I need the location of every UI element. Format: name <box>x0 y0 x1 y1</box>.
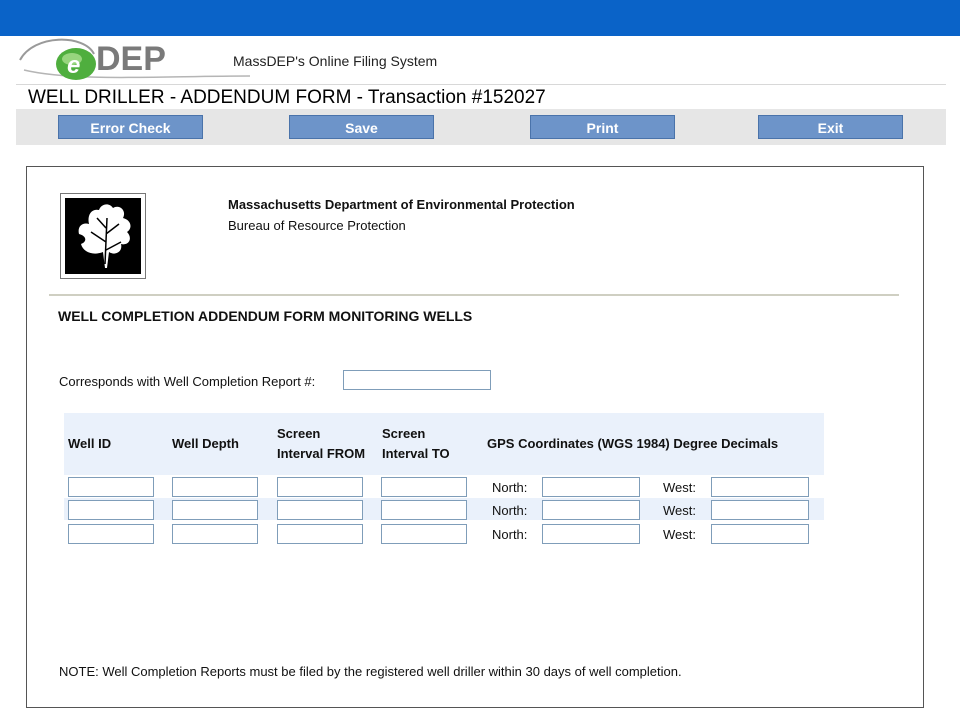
west-input[interactable] <box>711 477 809 497</box>
well-id-input[interactable] <box>68 477 154 497</box>
print-button[interactable]: Print <box>530 115 675 139</box>
well-id-input[interactable] <box>68 524 154 544</box>
filing-note: NOTE: Well Completion Reports must be filed by the registered well driller within 30 days of well completion. <box>59 664 682 679</box>
col-gps: GPS Coordinates (WGS 1984) Degree Decimals <box>487 436 779 451</box>
west-label: West: <box>663 480 696 495</box>
screen-from-input[interactable] <box>277 524 363 544</box>
screen-from-input[interactable] <box>277 500 363 520</box>
north-label: North: <box>492 503 528 518</box>
top-blue-bar <box>0 0 960 36</box>
well-id-input[interactable] <box>68 500 154 520</box>
screen-from-input[interactable] <box>277 477 363 497</box>
page-title: WELL DRILLER - ADDENDUM FORM - Transaction #152027 <box>28 87 546 108</box>
north-label: North: <box>492 527 528 542</box>
screen-to-input[interactable] <box>381 477 467 497</box>
error-check-button[interactable]: Error Check <box>58 115 203 139</box>
north-label: North: <box>492 480 528 495</box>
screen-to-input[interactable] <box>381 500 467 520</box>
well-depth-input[interactable] <box>172 500 258 520</box>
well-grid-header <box>64 413 824 475</box>
header-divider <box>16 84 946 85</box>
north-input[interactable] <box>542 500 640 520</box>
svg-text:e: e <box>67 52 81 79</box>
well-depth-input[interactable] <box>172 477 258 497</box>
corresponds-label: Corresponds with Well Completion Report #: <box>59 374 316 389</box>
col-screen-to-line2: Interval TO <box>382 446 450 461</box>
system-name: MassDEP's Online Filing System <box>233 53 438 69</box>
section-divider <box>49 294 899 296</box>
edep-logo-icon <box>14 36 254 84</box>
col-screen-to <box>382 424 450 464</box>
col-screen-from-line1: Screen <box>277 426 321 441</box>
col-screen-from-line2: Interval FROM <box>277 446 366 461</box>
north-input[interactable] <box>542 477 640 497</box>
west-input[interactable] <box>711 524 809 544</box>
west-label: West: <box>663 527 696 542</box>
agency-name: Massachusetts Department of Environmental Protection <box>228 197 575 212</box>
form-panel <box>26 166 924 708</box>
corresponds-report-input[interactable] <box>343 370 491 390</box>
well-depth-input[interactable] <box>172 524 258 544</box>
col-screen-from <box>277 424 365 464</box>
toolbar <box>16 109 946 145</box>
svg-text:DEP: DEP <box>96 40 166 78</box>
oak-leaf-seal-icon <box>60 193 146 279</box>
col-well-depth: Well Depth <box>172 436 239 451</box>
section-title: WELL COMPLETION ADDENDUM FORM MONITORING WELLS <box>58 308 473 324</box>
bureau-name: Bureau of Resource Protection <box>228 218 406 233</box>
screen-to-input[interactable] <box>381 524 467 544</box>
col-screen-to-line1: Screen <box>382 426 426 441</box>
north-input[interactable] <box>542 524 640 544</box>
col-well-id: Well ID <box>68 436 112 451</box>
exit-button[interactable]: Exit <box>758 115 903 139</box>
west-label: West: <box>663 503 696 518</box>
save-button[interactable]: Save <box>289 115 434 139</box>
west-input[interactable] <box>711 500 809 520</box>
